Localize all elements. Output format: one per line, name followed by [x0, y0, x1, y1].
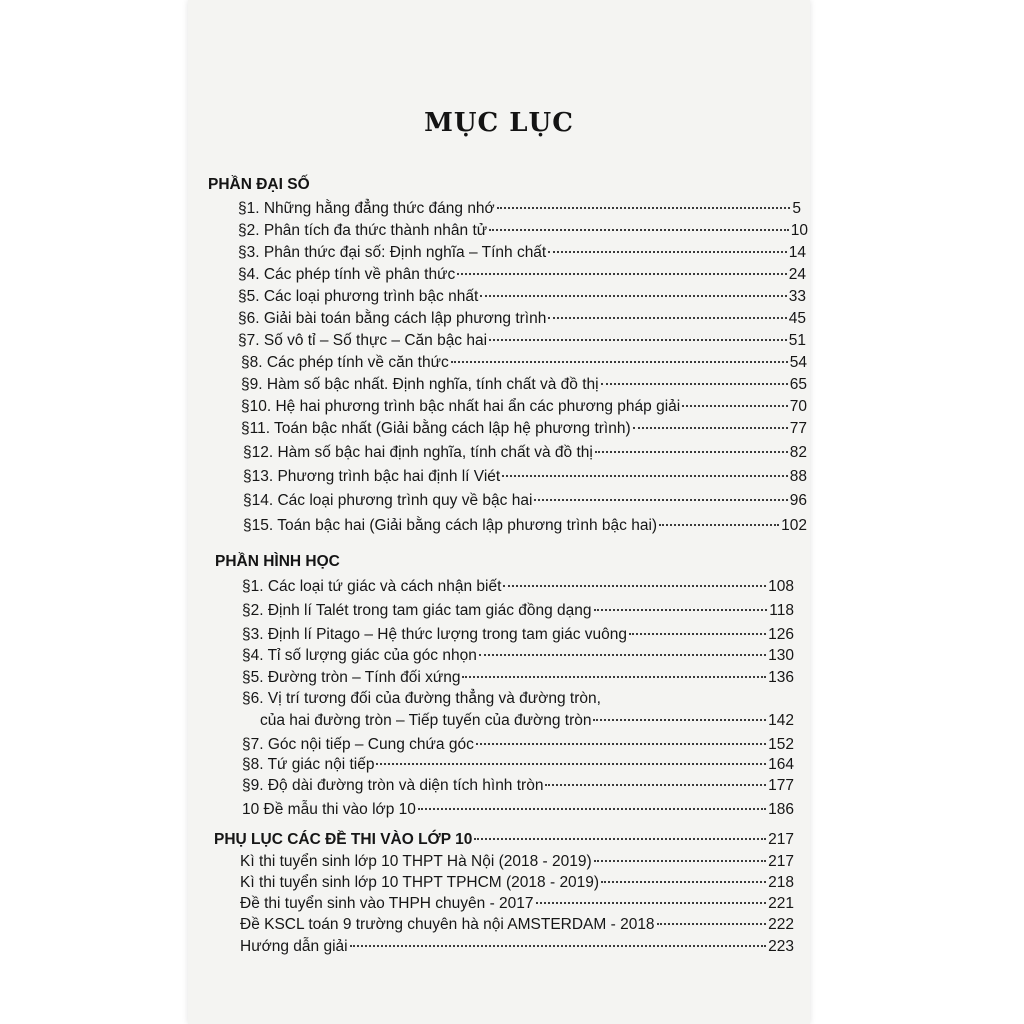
toc-entry-page: 33	[788, 288, 806, 305]
toc-entry-label: §1. Những hằng đẳng thức đáng nhớ	[238, 200, 495, 217]
dot-leader	[534, 499, 787, 501]
toc-entry[interactable]	[260, 710, 794, 732]
toc-entry-page: 186	[768, 801, 794, 818]
toc-entry-label: Đề thi tuyển sinh vào THPH chuyên - 2017	[240, 895, 534, 912]
toc-entry-label: §5. Các loại phương trình bậc nhất	[238, 288, 479, 305]
book-page	[188, 0, 810, 1024]
toc-entry-label: §9. Hàm số bậc nhất. Định nghĩa, tính chất và đồ thị	[241, 376, 599, 393]
toc-entry[interactable]	[242, 775, 794, 797]
toc-entry-page: 70	[789, 398, 807, 415]
toc-entry-label: §2. Phân tích đa thức thành nhân tử	[238, 222, 488, 239]
toc-entry-label: PHỤ LỤC CÁC ĐỀ THI VÀO LỚP 10	[214, 831, 473, 848]
toc-entry[interactable]	[240, 893, 794, 915]
toc-entry-label: §10. Hệ hai phương trình bậc nhất hai ẩn các phương pháp giải	[241, 398, 681, 415]
toc-entry[interactable]	[238, 220, 808, 242]
toc-entry[interactable]	[238, 308, 806, 330]
toc-entry-label: §7. Số vô tỉ – Số thực – Căn bậc hai	[238, 332, 488, 349]
toc-entry[interactable]	[241, 352, 807, 374]
dot-leader	[502, 475, 788, 477]
toc-entry-page: 45	[788, 310, 806, 327]
toc-entry-page: 152	[768, 736, 794, 753]
toc-entry-label: §2. Định lí Talét trong tam giác tam giác đồng dạng	[242, 602, 592, 619]
toc-entry[interactable]	[243, 490, 807, 512]
page-title: MỤC LỤC	[424, 108, 574, 138]
dot-leader	[659, 524, 779, 526]
toc-entry[interactable]	[242, 754, 794, 776]
toc-entry-label: §8. Tứ giác nội tiếp	[242, 756, 375, 773]
toc-entry-label: §4. Các phép tính về phân thức	[238, 266, 456, 283]
dot-leader	[545, 784, 766, 786]
toc-entry-page: 10	[790, 222, 808, 239]
dot-leader	[548, 251, 787, 253]
toc-entry-page: 218	[768, 874, 794, 891]
toc-entry[interactable]	[241, 396, 807, 418]
toc-entry-label: Đề KSCL toán 9 trường chuyên hà nội AMSTERDAM - 2018	[240, 916, 655, 933]
toc-entry-label: §4. Tỉ số lượng giác của góc nhọn	[242, 647, 477, 664]
dot-leader	[595, 451, 788, 453]
toc-entry[interactable]	[241, 374, 807, 396]
dot-leader	[418, 808, 766, 810]
dot-leader	[629, 633, 766, 635]
toc-entry-page: 130	[768, 647, 794, 664]
toc-entry-page: 51	[788, 332, 806, 349]
toc-entry-page: 102	[781, 517, 807, 534]
dot-leader	[457, 273, 787, 275]
toc-entry-label: §9. Độ dài đường tròn và diện tích hình tròn	[242, 777, 544, 794]
toc-entry-page: 88	[789, 468, 807, 485]
toc-entry[interactable]	[243, 442, 807, 464]
dot-leader	[633, 427, 788, 429]
toc-entry-label: §1. Các loại tứ giác và cách nhận biết	[242, 578, 502, 595]
dot-leader	[594, 860, 766, 862]
toc-entry-page: 164	[768, 756, 794, 773]
toc-entry-page: 177	[768, 777, 794, 794]
toc-entry-page: 142	[768, 712, 794, 729]
toc-entry-page: 222	[768, 916, 794, 933]
dot-leader	[489, 229, 789, 231]
toc-entry-label: §13. Phương trình bậc hai định lí Viét	[243, 468, 501, 485]
toc-entry[interactable]	[242, 576, 794, 598]
toc-entry[interactable]	[240, 914, 794, 936]
toc-entry[interactable]	[240, 851, 794, 873]
toc-entry-page: 221	[768, 895, 794, 912]
toc-entry-page: 108	[768, 578, 794, 595]
dot-leader	[376, 763, 766, 765]
toc-entry-label: §6. Giải bài toán bằng cách lập phương trình	[238, 310, 547, 327]
dot-leader	[503, 585, 766, 587]
dot-leader	[479, 654, 766, 656]
toc-entry[interactable]	[238, 286, 806, 308]
dot-leader	[682, 405, 788, 407]
section-heading-geometry: PHẦN HÌNH HỌC	[215, 553, 340, 570]
toc-entry[interactable]	[240, 872, 794, 894]
toc-entry-label: Hướng dẫn giải	[240, 938, 348, 955]
dot-leader	[536, 902, 767, 904]
toc-entry-page: 77	[789, 420, 807, 437]
dot-leader	[657, 923, 767, 925]
toc-entry-label: §3. Định lí Pitago – Hệ thức lượng trong tam giác vuông	[242, 626, 628, 643]
section-heading-appendix[interactable]	[214, 829, 794, 851]
toc-entry[interactable]	[240, 936, 794, 958]
toc-entry-label: 10 Đề mẫu thi vào lớp 10	[242, 801, 416, 818]
toc-entry-page: 54	[789, 354, 807, 371]
dot-leader	[601, 383, 788, 385]
toc-entry-page: 14	[788, 244, 806, 261]
toc-entry[interactable]	[242, 667, 794, 689]
toc-entry-page: 217	[768, 853, 794, 870]
toc-entry-page: 217	[768, 831, 794, 848]
dot-leader	[594, 609, 768, 611]
toc-entry-page: 118	[769, 602, 794, 619]
toc-entry[interactable]	[242, 624, 794, 646]
dot-leader	[489, 339, 787, 341]
dot-leader	[480, 295, 786, 297]
toc-entry-label: §7. Góc nội tiếp – Cung chứa góc	[242, 736, 474, 753]
toc-entry-label: §12. Hàm số bậc hai định nghĩa, tính chất và đồ thị	[243, 444, 593, 461]
toc-entry-page: 223	[768, 938, 794, 955]
section-heading-algebra: PHẦN ĐẠI SỐ	[208, 176, 310, 193]
dot-leader	[474, 838, 766, 840]
dot-leader	[497, 207, 791, 209]
toc-entry[interactable]	[238, 198, 801, 220]
toc-entry-page: 96	[789, 492, 807, 509]
toc-entry[interactable]	[242, 600, 794, 622]
dot-leader	[601, 881, 766, 883]
toc-entry[interactable]	[238, 330, 806, 352]
toc-entry-label: Kì thi tuyển sinh lớp 10 THPT TPHCM (2018 - 2019)	[240, 874, 600, 891]
dot-leader	[451, 361, 788, 363]
toc-entry-page: 5	[792, 200, 801, 217]
dot-leader	[593, 719, 766, 721]
toc-entry[interactable]	[243, 466, 807, 488]
toc-entry-label: §11. Toán bậc nhất (Giải bằng cách lập hệ phương trình)	[241, 420, 631, 437]
toc-entry[interactable]	[241, 418, 807, 440]
toc-entry-page: 126	[768, 626, 794, 643]
toc-entry[interactable]	[238, 242, 806, 264]
toc-entry[interactable]	[242, 645, 794, 667]
dot-leader	[548, 317, 786, 319]
toc-entry-page: 136	[768, 669, 794, 686]
toc-entry-label[interactable]: §6. Vị trí tương đối của đường thẳng và đường tròn,	[242, 690, 601, 707]
toc-entry[interactable]	[242, 734, 794, 756]
toc-entry-label: §14. Các loại phương trình quy về bậc hai	[243, 492, 533, 509]
dot-leader	[462, 676, 766, 678]
toc-entry-label: §15. Toán bậc hai (Giải bằng cách lập phương trình bậc hai)	[243, 517, 658, 534]
dot-leader	[476, 743, 766, 745]
toc-entry-label: Kì thi tuyển sinh lớp 10 THPT Hà Nội (2018 - 2019)	[240, 853, 592, 870]
toc-entry-label: §5. Đường tròn – Tính đối xứng	[242, 669, 461, 686]
toc-entry-label: §3. Phân thức đại số: Định nghĩa – Tính chất	[238, 244, 547, 261]
toc-entry[interactable]	[238, 264, 806, 286]
toc-entry[interactable]	[243, 515, 807, 537]
toc-entry-label: của hai đường tròn – Tiếp tuyến của đường tròn	[260, 712, 592, 729]
toc-entry-page: 65	[789, 376, 807, 393]
toc-entry[interactable]	[242, 799, 794, 821]
toc-entry-page: 24	[788, 266, 806, 283]
dot-leader	[350, 945, 767, 947]
toc-entry-label: §8. Các phép tính về căn thức	[241, 354, 449, 371]
toc-entry-page: 82	[789, 444, 807, 461]
